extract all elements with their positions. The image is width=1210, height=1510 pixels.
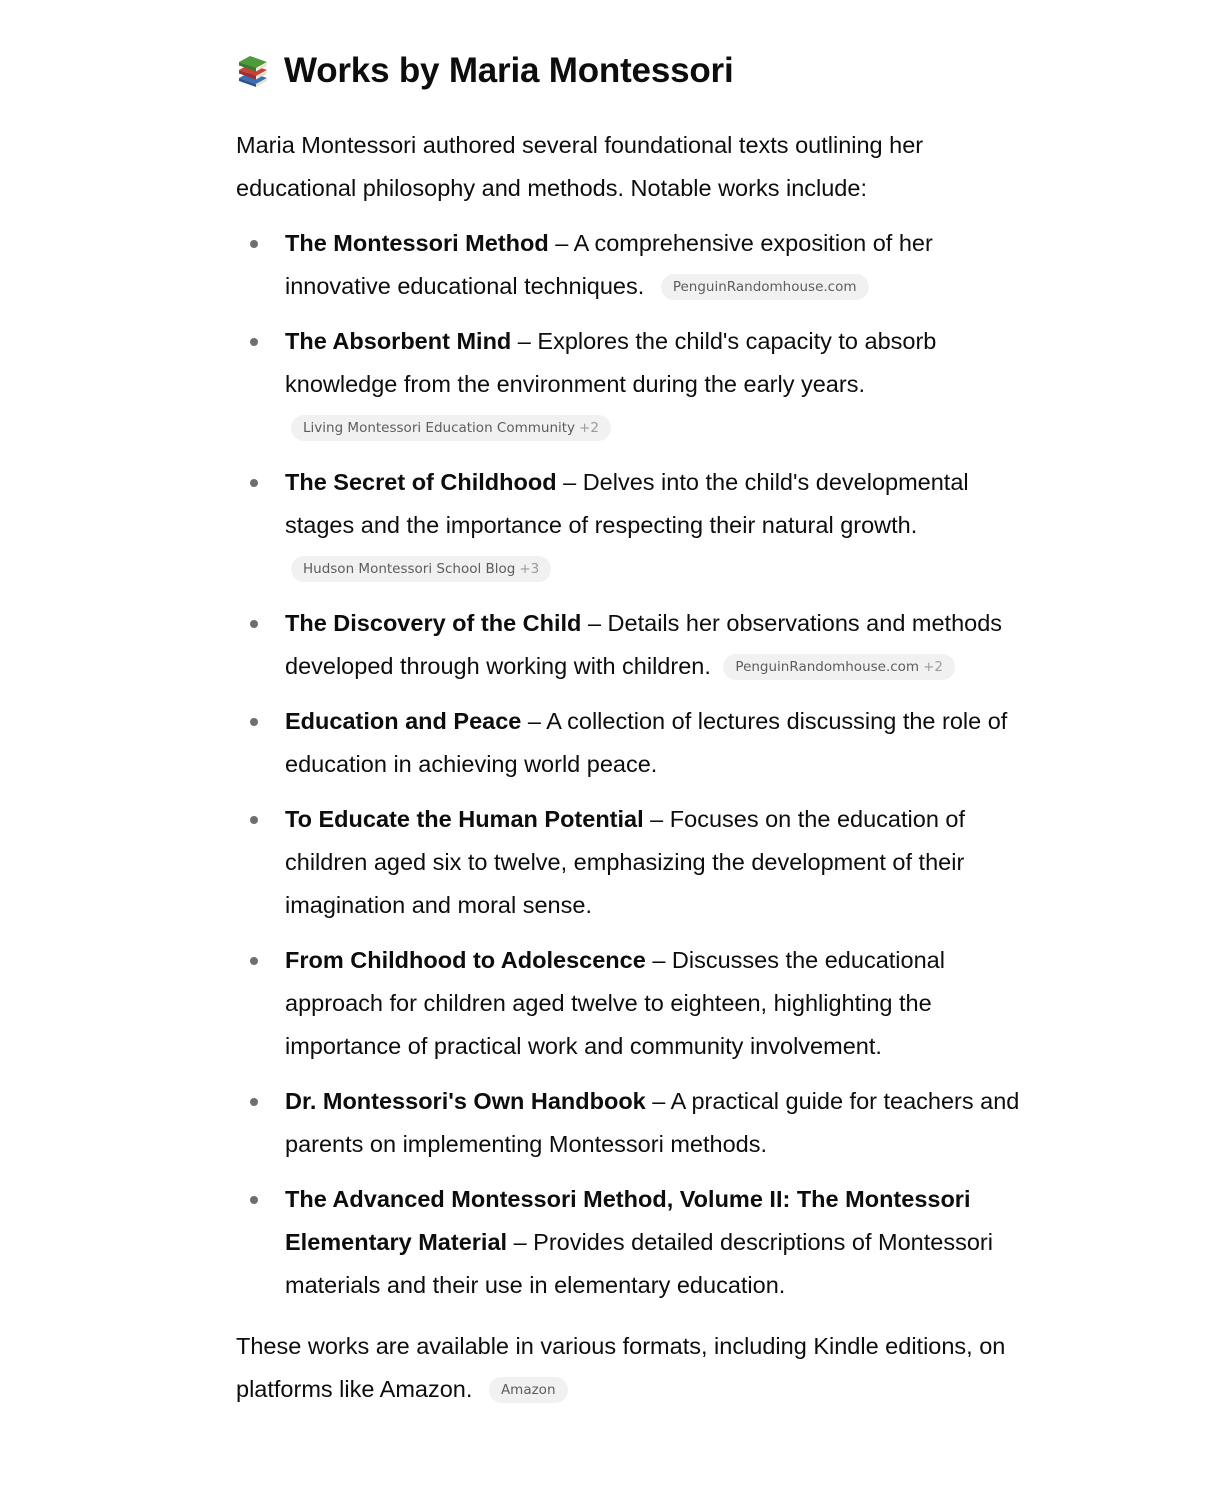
- work-title: From Childhood to Adolescence: [285, 947, 646, 973]
- list-item: [236, 798, 1026, 927]
- list-item: [236, 1080, 1026, 1166]
- source-chip[interactable]: [489, 1377, 568, 1403]
- source-chip-count: +3: [519, 561, 540, 577]
- source-chip-label: Hudson Montessori School Blog: [303, 561, 516, 577]
- source-chip-label: PenguinRandomhouse.com: [735, 659, 920, 675]
- work-description: – Focuses on the education of children aged six to twelve, emphasizing the development of their imagination and moral sense.: [285, 806, 966, 918]
- title-row: [236, 48, 1026, 94]
- work-title: The Montessori Method: [285, 230, 549, 256]
- source-chip-count: +2: [579, 420, 599, 436]
- bullet: [250, 240, 258, 248]
- work-description: – Discusses the educational approach for children aged twelve to eighteen, highlighting the importance of practical work and community involvement.: [285, 947, 945, 1059]
- work-title: Dr. Montessori's Own Handbook: [285, 1088, 646, 1114]
- list-item: [236, 1178, 1026, 1307]
- work-description: – Delves into the child's developmental stages and the importance of respecting their natural growth.: [285, 469, 969, 538]
- source-chip-count: +2: [923, 659, 943, 675]
- work-description: – A practical guide for teachers and parents on implementing Montessori methods.: [285, 1088, 1020, 1157]
- work-description: – A collection of lectures discussing the role of education in achieving world peace.: [285, 708, 1008, 777]
- bullet: [250, 479, 258, 487]
- work-description: – Explores the child's capacity to absorb knowledge from the environment during the early years.: [285, 328, 937, 397]
- source-chip-label: Living Montessori Education Community: [303, 420, 576, 436]
- bullet: [250, 338, 258, 346]
- outro-paragraph: [236, 1325, 1026, 1411]
- source-chip[interactable]: [723, 654, 955, 680]
- source-chip[interactable]: [291, 556, 551, 582]
- list-item: [236, 602, 1026, 688]
- work-title: Education and Peace: [285, 708, 522, 734]
- bullet: [250, 620, 258, 628]
- bullet: [250, 1098, 258, 1106]
- source-chip-label: Amazon: [500, 1382, 556, 1398]
- work-title: The Secret of Childhood: [285, 469, 557, 495]
- page-title: Works by Maria Montessori: [284, 51, 734, 90]
- bullet: [250, 1196, 258, 1204]
- source-chip[interactable]: [291, 415, 611, 441]
- books-icon: [236, 54, 270, 88]
- work-description: – A comprehensive exposition of her innovative educational techniques.: [285, 230, 933, 299]
- source-chip[interactable]: [661, 274, 869, 300]
- article: [236, 48, 1026, 1411]
- work-title: The Absorbent Mind: [285, 328, 512, 354]
- bullet: [250, 816, 258, 824]
- list-item: [236, 700, 1026, 786]
- outro-text: These works are available in various formats, including Kindle editions, on platforms like Amazon.: [236, 1333, 1006, 1402]
- intro-paragraph: Maria Montessori authored several foundational texts outlining her educational philosophy and methods. Notable works include:: [236, 132, 924, 201]
- bullet: [250, 718, 258, 726]
- work-title: The Advanced Montessori Method, Volume II: The Montessori Elementary Material: [285, 1186, 971, 1255]
- work-description: – Provides detailed descriptions of Montessori materials and their use in elementary education.: [285, 1229, 993, 1298]
- list-item: [236, 320, 1026, 449]
- work-title: To Educate the Human Potential: [285, 806, 644, 832]
- list-item: [236, 939, 1026, 1068]
- works-list: [236, 222, 1026, 1307]
- work-description: – Details her observations and methods developed through working with children.: [285, 610, 1003, 679]
- bullet: [250, 957, 258, 965]
- work-title: The Discovery of the Child: [285, 610, 582, 636]
- source-chip-label: PenguinRandomhouse.com: [672, 279, 857, 295]
- list-item: [236, 222, 1026, 308]
- list-item: [236, 461, 1026, 590]
